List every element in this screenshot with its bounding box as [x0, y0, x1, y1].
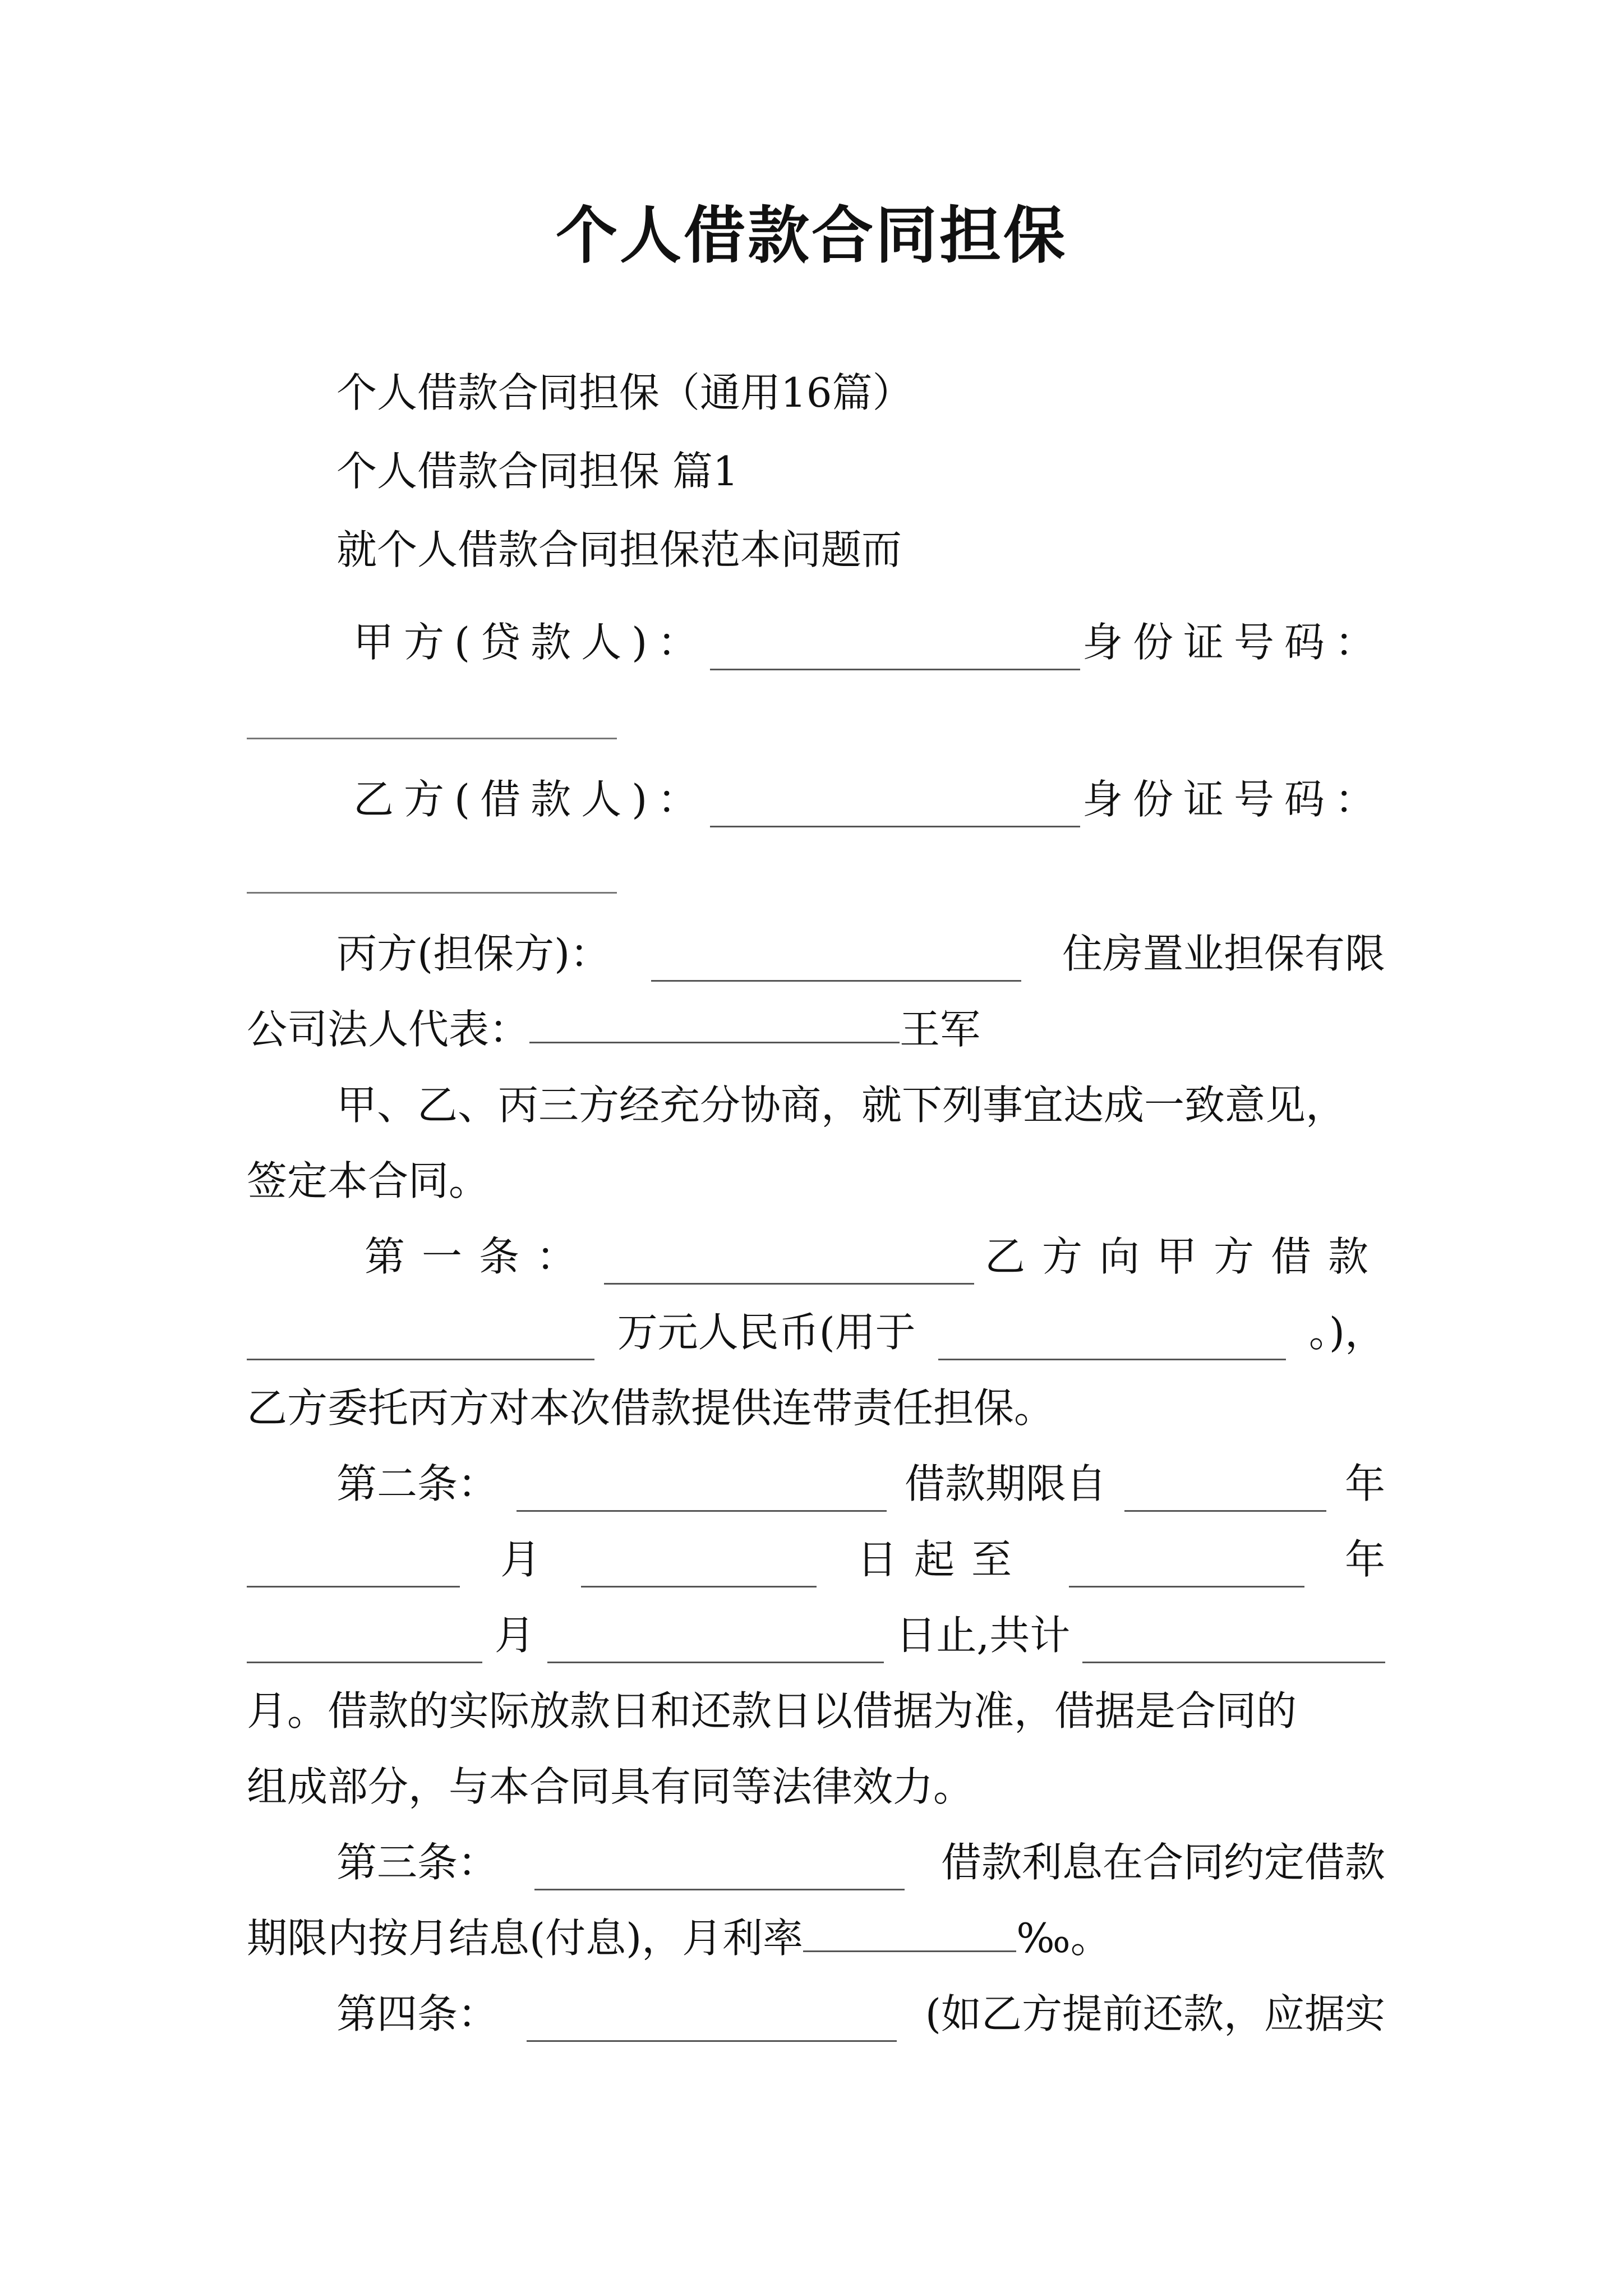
document-subtitle: 个人借款合同担保（通用16篇）	[336, 369, 913, 416]
article-1-blank-1	[604, 1243, 974, 1285]
party-a-line	[353, 614, 1385, 670]
article-1-line-3: 乙方委托丙方对本次借款提供连带责任担保。	[247, 1384, 1055, 1432]
article-1-amount-blank	[247, 1318, 594, 1360]
article-1-purpose-blank	[938, 1318, 1286, 1360]
article-3-text-2: 期限内按月结息(付息)，月利率	[247, 1915, 804, 1962]
party-b-id-label: 身份证号码：	[1082, 776, 1385, 823]
article-3-text-3: ‰。	[1016, 1915, 1111, 1962]
party-c-blank	[651, 940, 1021, 982]
party-c-line	[336, 926, 1385, 982]
article-2-start-day-blank	[581, 1545, 817, 1588]
party-a-label: 甲方(贷款人)：	[353, 619, 708, 666]
article-2-start-month-blank	[247, 1545, 460, 1588]
article-3-rate-blank	[803, 1910, 1016, 1952]
article-2-year-label-1: 年	[1344, 1460, 1385, 1507]
party-a-name-blank	[710, 628, 1080, 670]
article-4-blank-1	[527, 2000, 897, 2042]
article-2-month-label-1: 月	[500, 1536, 541, 1583]
party-c-company: 住房置业担保有限	[1062, 930, 1385, 977]
party-c-rep-line	[247, 1001, 1385, 1057]
article-1-text-2: 万元人民币(用于	[617, 1309, 916, 1356]
intro-text: 就个人借款合同担保范本问题而	[336, 526, 902, 573]
article-2-line-3	[247, 1607, 1385, 1663]
article-2-total-months-blank	[1082, 1621, 1385, 1663]
article-3-line-2	[247, 1910, 1385, 1966]
party-b-id-blank	[247, 892, 617, 894]
preamble-line-1: 甲、乙、丙三方经充分协商，就下列事宜达成一致意见，	[336, 1082, 1347, 1129]
article-4-line-1	[336, 1986, 1385, 2042]
party-b-line	[353, 771, 1385, 827]
party-b-label: 乙方(借款人)：	[353, 776, 708, 823]
article-1-line-1	[365, 1228, 1385, 1285]
article-2-blank-1	[517, 1470, 887, 1512]
party-a-id-blank	[247, 738, 617, 739]
article-1-text-3: 。)，	[1308, 1309, 1385, 1356]
article-2-start-year-blank	[1124, 1470, 1326, 1512]
article-2-line-4: 月。借款的实际放款日和还款日以借据为准，借据是合同的	[247, 1687, 1297, 1734]
article-2-end-day-blank	[547, 1621, 884, 1663]
article-3-label: 第三条：	[336, 1839, 499, 1886]
party-c-rep-name: 王军	[900, 1006, 981, 1053]
article-2-text-1: 借款期限自	[904, 1460, 1106, 1507]
party-c-rep-blank	[529, 1001, 900, 1043]
article-1-text-1: 乙方向甲方借款	[984, 1233, 1385, 1280]
article-2-line-2	[247, 1531, 1385, 1588]
document-title: 个人借款合同担保	[556, 199, 1067, 272]
article-1-label: 第一条：	[365, 1233, 594, 1280]
article-2-day-from: 日起至	[856, 1536, 1029, 1583]
article-2-label: 第二条：	[336, 1460, 499, 1507]
party-a-id-label: 身份证号码：	[1082, 619, 1385, 666]
article-3-blank-1	[534, 1848, 905, 1890]
party-b-name-blank	[710, 785, 1080, 827]
article-2-line-5: 组成部分，与本合同具有同等法律效力。	[247, 1763, 974, 1810]
article-3-text-1: 借款利息在合同约定借款	[940, 1839, 1385, 1886]
preamble-line-2: 签定本合同。	[247, 1157, 490, 1204]
party-c-label: 丙方(担保方)：	[336, 930, 611, 977]
article-4-label: 第四条：	[336, 1990, 499, 2037]
article-2-day-until: 日止,共计	[896, 1612, 1071, 1659]
article-3-line-1	[336, 1834, 1385, 1890]
article-2-month-label-2: 月	[494, 1612, 535, 1659]
article-2-end-year-blank	[1069, 1545, 1304, 1588]
section-heading: 个人借款合同担保 篇1	[336, 448, 739, 495]
article-4-text-1: (如乙方提前还款，应据实	[925, 1990, 1385, 2037]
article-2-year-label-2: 年	[1344, 1536, 1385, 1583]
article-1-line-2	[247, 1304, 1385, 1360]
party-c-rep-label: 公司法人代表：	[247, 1006, 530, 1053]
article-2-line-1	[336, 1456, 1385, 1512]
article-2-end-month-blank	[247, 1621, 482, 1663]
